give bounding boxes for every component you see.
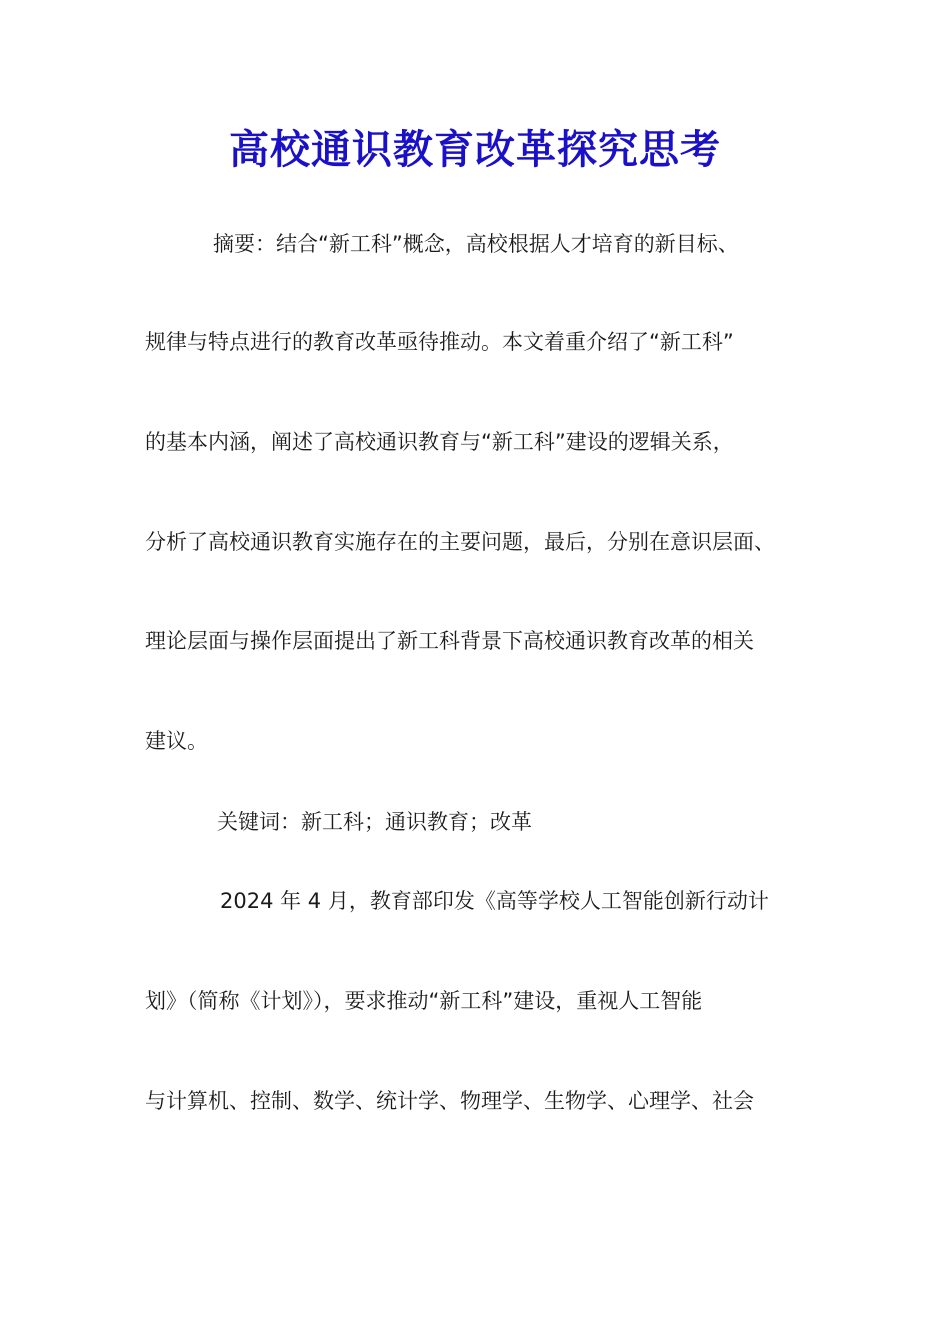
abstract-line-5: 理论层面与操作层面提出了新工科背景下高校通识教育改革的相关: [145, 629, 754, 653]
abstract-line-4: 分析了高校通识教育实施存在的主要问题，最后，分别在意识层面、: [145, 530, 775, 554]
abstract-line-3: 的基本内涵，阐述了高校通识教育与“新工科”建设的逻辑关系，: [145, 430, 734, 454]
abstract-line-6: 建议。: [145, 729, 208, 753]
body-line-3: 与计算机、控制、数学、统计学、物理学、生物学、心理学、社会: [145, 1089, 754, 1113]
abstract-line-1: 摘要：结合“新工科”概念，高校根据人才培育的新目标、: [213, 232, 739, 256]
document-title: 高校通识教育改革探究思考: [229, 126, 721, 173]
body-line-2: 划》（简称《计划》），要求推动“新工科”建设，重视人工智能: [145, 989, 703, 1013]
abstract-line-2: 规律与特点进行的教育改革亟待推动。本文着重介绍了“新工科”: [145, 330, 734, 354]
body-line-1: 2024 年 4 月，教育部印发《高等学校人工智能创新行动计: [220, 889, 769, 913]
keywords-line: 关键词：新工科；通识教育；改革: [217, 810, 532, 834]
